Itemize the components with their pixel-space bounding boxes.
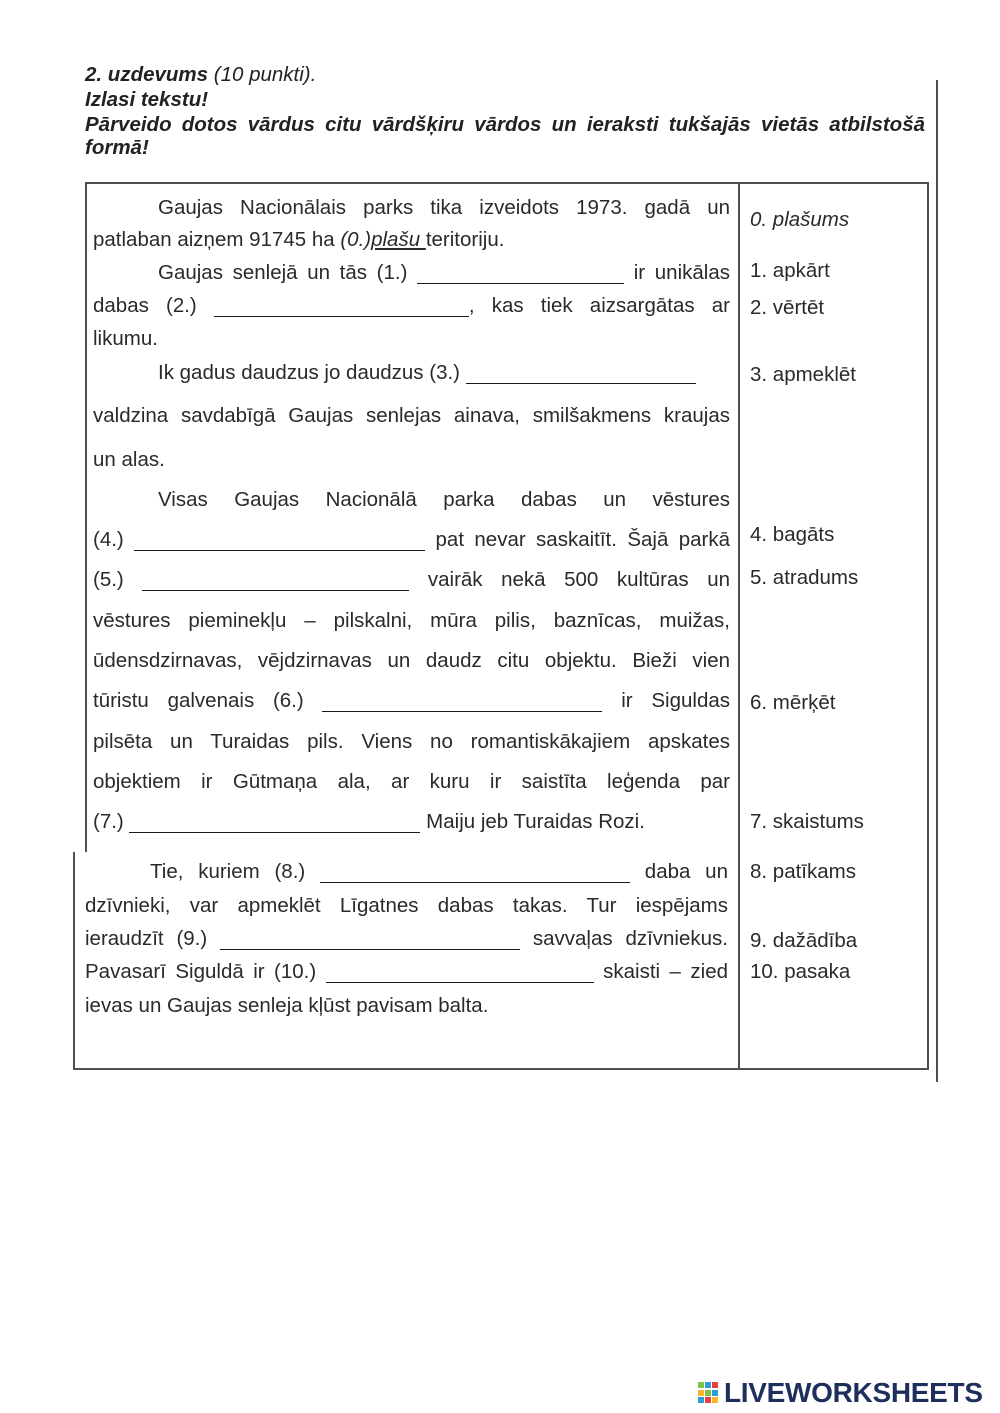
task-heading [85,63,316,87]
passage-line: vēstures pieminekļu – pilskalni, mūra pilis, baznīcas, muižas, [93,609,730,632]
passage-line: objektiem ir Gūtmaņa ala, ar kuru ir saistīta leģenda par [93,770,730,793]
passage-text: teritoriju. [425,228,505,251]
passage-text: dabas (2.) [93,294,197,317]
word-hint-2: 2. vērtēt [750,296,825,319]
passage-line [158,261,730,285]
passage-line: ūdensdzirnavas, vējdzirnavas un daudz citu objektu. Bieži vien [93,649,730,672]
passage-line [93,528,730,552]
answer-blank-1[interactable] [417,266,624,284]
passage-text: tūristu galvenais (6.) [93,689,304,712]
answer-blank-5[interactable] [142,573,409,591]
passage-line: dzīvnieki, var apmeklēt Līgatnes dabas takas. Tur iespējams [85,894,728,917]
passage-line [93,294,730,318]
answer-blank-9[interactable] [220,932,520,950]
passage-line: un alas. [93,448,165,471]
passage-text: savvaļas dzīvniekus. [532,927,728,950]
passage-text: ir unikālas [633,261,730,284]
instruction-transform-line2: formā! [85,136,149,159]
answer-blank-4[interactable] [134,533,425,551]
word-hint-5: 5. atradums [750,566,859,589]
task-number: 2. uzdevums [85,63,209,86]
passage-text: skaisti – zied [603,960,729,983]
passage-line: pilsēta un Turaidas pils. Viens no romantiskākajiem apskates [93,730,730,753]
passage-line [93,810,730,834]
word-hint-3: 3. apmeklēt [750,363,856,386]
passage-line [93,228,730,252]
passage-text: ir Siguldas [621,689,731,712]
passage-line [158,361,730,385]
liveworksheets-logo[interactable] [698,1378,983,1408]
logo-cubes-icon [698,1382,720,1404]
answer-blank-3[interactable] [466,366,696,384]
answer-blank-8[interactable] [320,865,630,883]
passage-line: valdzina savdabīgā Gaujas senlejas ainava, smilšakmens kraujas [93,404,730,427]
word-hint-1: 1. apkārt [750,259,830,282]
word-hint-9: 9. dažādība [750,929,858,952]
table-bottom-border [73,1068,928,1070]
table-left-border-lower [73,852,75,1070]
answer-blank-6[interactable] [322,694,602,712]
passage-line: ievas un Gaujas senleja kļūst pavisam balta. [85,994,489,1017]
table-top-border [85,182,928,184]
example-number: (0.) [340,228,372,251]
passage-text: (4.) [93,528,124,551]
passage-text: Gaujas senlejā un tās (1.) [158,261,408,284]
passage-line [85,927,728,951]
passage-text: ieraudzīt (9.) [85,927,208,950]
passage-line: Visas Gaujas Nacionālā parka dabas un vēstures [158,488,730,511]
passage-text: (7.) [93,810,124,833]
word-hint-8: 8. patīkams [750,860,856,883]
word-hint-6: 6. mērķēt [750,691,836,714]
table-right-border [927,182,929,1070]
passage-text: (5.) [93,568,124,591]
passage-text: Pavasarī Siguldā ir (10.) [85,960,317,983]
passage-text: Maiju jeb Turaidas Rozi. [426,810,645,833]
word-hint-0: 0. plašums [750,208,850,231]
example-answer: plašu [371,228,426,251]
passage-text: patlaban aizņem 91745 ha [93,228,341,251]
passage-text: Tie, kuriem (8.) [150,860,306,883]
passage-line: Gaujas Nacionālais parks tika izveidots 1973. gadā un [158,196,730,219]
passage-line [150,860,728,884]
answer-blank-2[interactable] [214,299,469,317]
word-hint-7: 7. skaistums [750,810,864,833]
word-hint-4: 4. bagāts [750,523,835,546]
passage-line: likumu. [93,327,158,350]
logo-text: LIVEWORKSHEETS [724,1377,983,1408]
table-left-border-upper [85,182,87,852]
instruction-transform-line1: Pārveido dotos vārdus citu vārdšķiru vārdos un ieraksti tukšajās vietās atbilstošā [85,113,925,136]
instruction-read: Izlasi tekstu! [85,88,209,111]
answer-blank-10[interactable] [326,965,594,983]
passage-text: Ik gadus daudzus jo daudzus (3.) [158,361,460,384]
passage-line [93,568,730,592]
task-points: (10 punkti). [213,63,317,86]
passage-text: , kas tiek aizsargātas ar [468,294,730,317]
passage-text: pat nevar saskaitīt. Šajā parkā [435,528,731,551]
answer-blank-7[interactable] [129,815,420,833]
word-hint-10: 10. pasaka [750,960,851,983]
page-margin-line [936,80,938,1082]
passage-text: daba un [644,860,728,883]
passage-text: vairāk nekā 500 kultūras un [427,568,730,591]
passage-line [93,689,730,713]
passage-line [85,960,728,984]
table-column-divider [738,182,740,1070]
